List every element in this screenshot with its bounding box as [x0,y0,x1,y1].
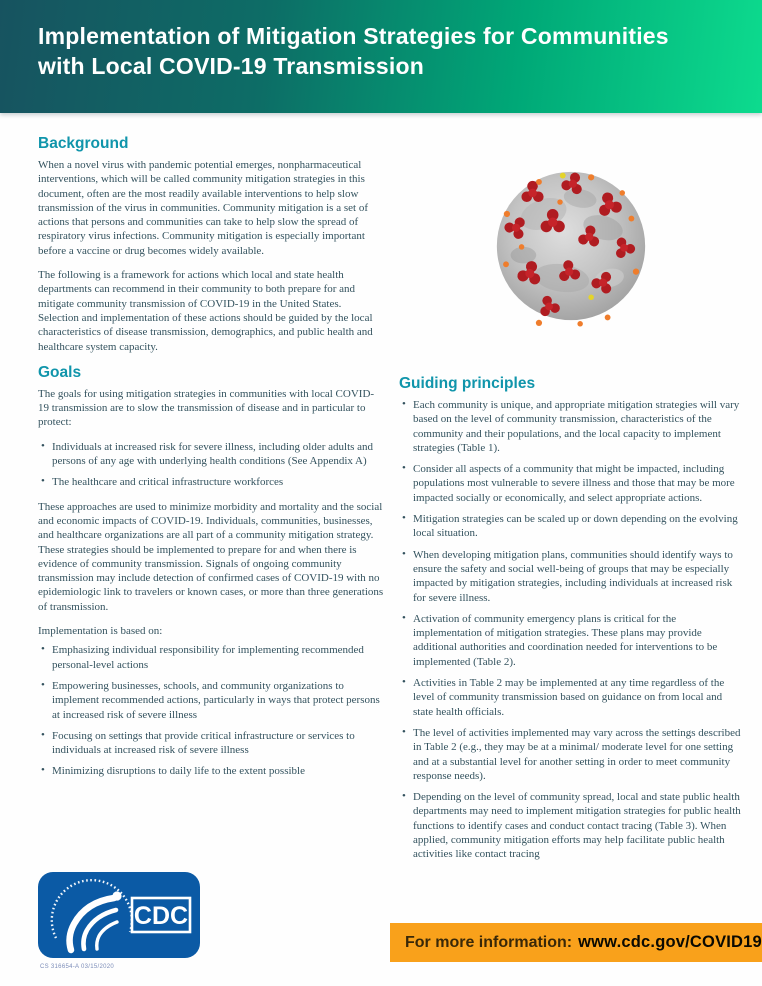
left-column [38,125,385,872]
implementation-bullet: • Emphasizing individual responsibility for implementing recommended personal-level actions [52,643,385,672]
coronavirus-illustration-svg [452,127,690,365]
guiding-principle-bullet: • Consider all aspects of a community that might be impacted, including populations most vulnerable to severe illness and those that may be more impacted socially or economically, and select appropriate actions. [413,462,742,505]
implementation-label: Implementation is based on: [38,625,163,638]
cdc-logo-text: CDC [133,902,189,930]
guiding-principle-bullet: • The level of activities implemented may vary across the settings described in Table 2 (e.g., they may be at a minimal/ moderate level for one setting and at a substantial level for another setting in order to meet community response needs). [413,726,742,783]
guiding-principle-bullet: • When developing mitigation plans, communities should identify ways to ensure the safety and social well-being of groups that may be especially impacted by mitigation strategies, including individuals at increased risk for severe illness. [413,548,742,605]
header-banner [0,0,762,113]
guiding-principles-list [399,398,742,862]
goals-heading: Goals [38,363,82,381]
implementation-bullet: • Minimizing disruptions to daily life to the extent possible [52,764,385,778]
goals-bullet-list [38,440,385,490]
guiding-principle-bullet: • Mitigation strategies can be scaled up or down depending on the evolving local situation. [413,512,742,541]
right-column [399,125,742,872]
cdc-hhs-logo-svg [38,872,200,958]
background-heading: Background [38,135,129,152]
implementation-bullet-list [38,643,385,778]
implementation-bullet: • Empowering businesses, schools, and community organizations to implement recommended actions, particularly in ways that protect persons at increased risk of severe illness [52,679,385,722]
cdc-logo [38,872,200,963]
guiding-principle-bullet: • Each community is unique, and appropriate mitigation strategies will vary based on the level of community transmission, characteristics of the community and their populations, and the local capacity to implement strategies (Table 1). [413,398,742,455]
more-info-label: For more information: [405,933,573,951]
guiding-principle-bullet: • Depending on the level of community spread, local and state public health departments may need to implement mitigation strategies for public health functions to identify cases and conduct contact tracing (Table 3). When applied, community mitigation efforts may help facilitate public health activities like contact tracing [413,790,742,861]
guiding-principle-bullet: • Activities in Table 2 may be implemented at any time regardless of the level of community transmission based on guidance on from local and state health officials. [413,676,742,719]
goals-approaches-paragraph: These approaches are used to minimize morbidity and mortality and the social and economic impacts of COVID-19. Individuals, communities, businesses, and healthcare organizations are all part of a community mitigation strategy. These strategies should be implemented to prepare for and when there is evidence of community transmission. Signals of ongoing community transmission may include detection of confirmed cases of COVID-19 with no epidemiologic link to travelers or known cases, or more than three generations of transmission. [38,500,384,613]
document-number: CS 316654-A 03/15/2020 [40,964,114,970]
goals-intro: The goals for using mitigation strategies in communities with local COVID-19 transmission are to slow the transmission of disease and in particular to protect: [38,387,375,429]
coronavirus-image [399,127,742,365]
guiding-principles-heading: Guiding principles [399,375,536,392]
page-title: Implementation of Mitigation Strategies for Communities with Local COVID-19 Transmission [38,23,669,80]
guiding-principle-bullet: • Activation of community emergency plans is critical for the implementation of mitigation strategies. These plans may provide additional authorities and coordination needed for interventions to be implemented (Table 2). [413,612,742,669]
goals-bullet: • Individuals at increased risk for severe illness, including older adults and persons of any age with underlying health conditions (See Appendix A) [52,440,385,469]
more-info-banner [390,923,762,962]
background-paragraph-2: The following is a framework for actions which local and state health departments can recommend in their community to both prepare for and mitigate community transmission of COVID-19 in the United States. Selection and implementation of these actions should be guided by the local characteristics of disease transmission, demographics, and public health and healthcare system capacity. [38,269,373,353]
cdc-covid-url: www.cdc.gov/COVID19 [578,933,762,951]
implementation-bullet: • Focusing on settings that provide critical infrastructure or services to individuals at increased risk of severe illness [52,729,385,758]
content-area [0,113,762,872]
background-paragraph-1: When a novel virus with pandemic potential emerges, nonpharmaceutical interventions, which will be called community mitigation strategies in this document, often are the most readily available interventions to help slow transmission of the virus in communities. Community mitigation is a set of actions that persons and communities can take to help slow the spread of respiratory virus infections. Community mitigation is especially important before a vaccine or drug becomes widely available. [38,159,368,257]
goals-bullet: • The healthcare and critical infrastructure workforces [52,475,385,489]
